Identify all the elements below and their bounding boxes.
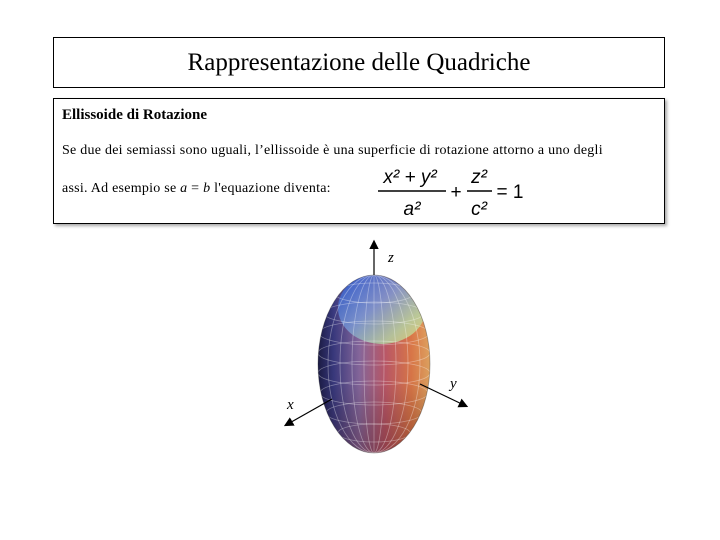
description-line-2	[62, 181, 331, 197]
eq-denominator-right: c²	[471, 199, 487, 220]
eq-denominator-left: a²	[403, 199, 421, 220]
eq-plus: +	[450, 182, 462, 203]
line2-suffix: l'equazione diventa:	[210, 181, 331, 196]
var-b: b	[203, 181, 211, 196]
x-axis-label: x	[287, 397, 294, 413]
section-title: Ellissoide di Rotazione	[62, 107, 208, 123]
description-line-1: Se due dei semiassi sono uguali, l’ellissoide è una superficie di rotazione attorno a uno degli	[62, 143, 603, 158]
line2-prefix: assi. Ad esempio se	[62, 181, 181, 196]
page-title-box	[53, 37, 665, 88]
ellipsoid-surface	[310, 268, 440, 458]
z-axis-label: z	[388, 250, 394, 266]
page-title: Rappresentazione delle Quadriche	[187, 48, 531, 76]
y-axis-label: y	[450, 376, 457, 392]
line2-eq: =	[187, 181, 204, 196]
var-a: a	[180, 181, 188, 196]
eq-equals-one: = 1	[496, 182, 524, 203]
content-box	[53, 98, 665, 224]
eq-numerator-left: x² + y²	[383, 167, 437, 188]
ellipsoid-equation	[376, 163, 526, 221]
eq-numerator-right: z²	[471, 167, 487, 188]
ellipsoid-figure	[270, 238, 480, 468]
